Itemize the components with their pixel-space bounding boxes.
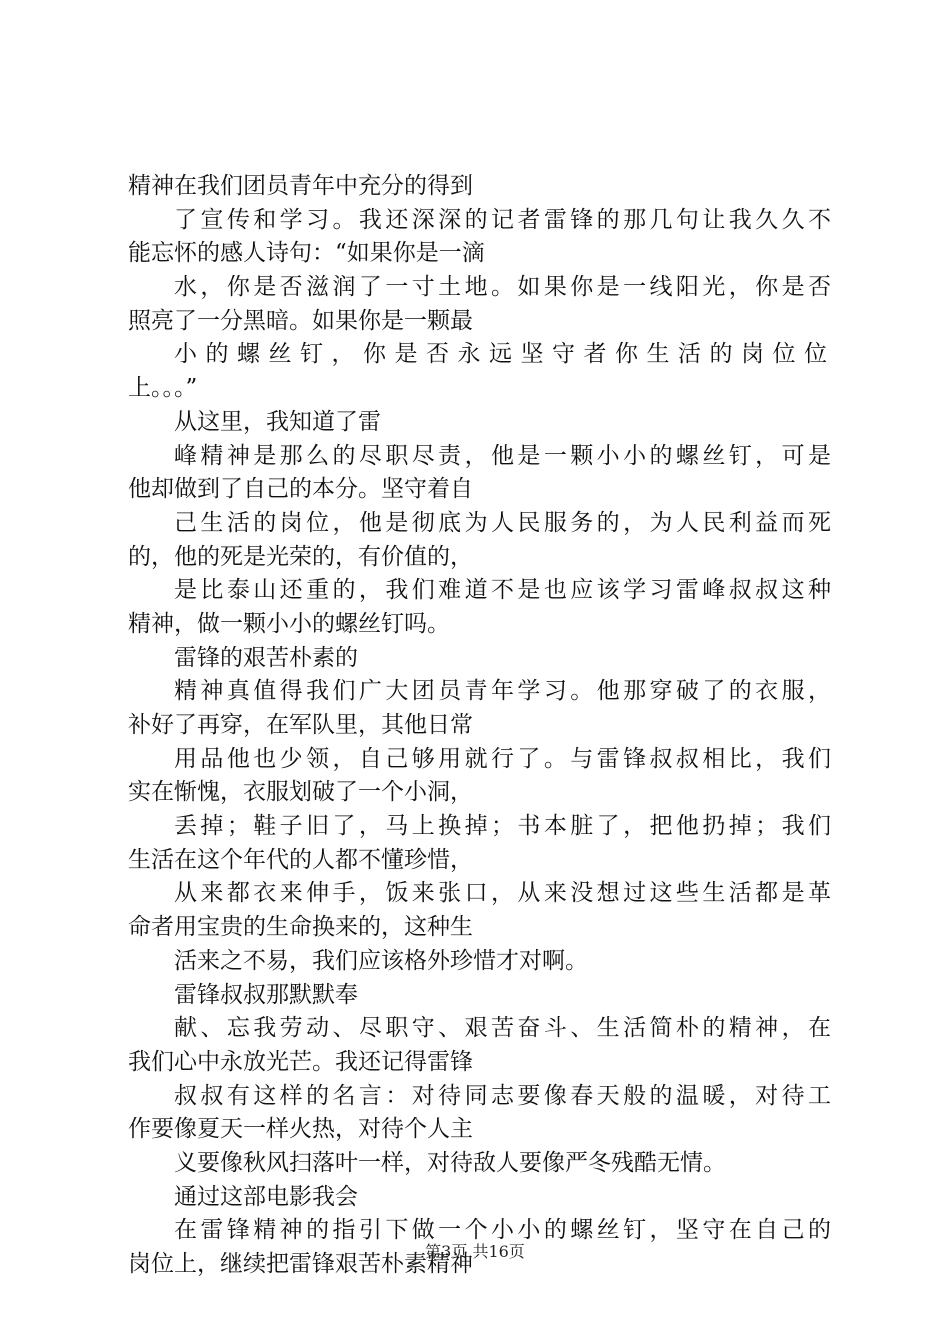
text-line: 水，你是否滋润了一寸土地。如果你是一线阳光，你是否 [174,274,831,301]
page-number: 第3页 共16页 [425,1242,525,1261]
text-line: 他却做到了自己的本分。坚守着自 [128,476,473,503]
text-line: 岗位上，继续把雷锋艰苦朴素精神 [128,1251,473,1277]
text-line: 精神，做一颗小小的螺丝钉吗。 [128,610,450,637]
text-line: 雷锋的艰苦朴素的 [174,644,358,671]
text-line: 是比泰山还重的，我们难道不是也应该学习雷峰叔叔这种 [174,577,831,604]
text-line: 了宣传和学习。我还深深的记者雷锋的那几句让我久久不 [174,206,831,233]
text-line: 命者用宝贵的生命换来的，这种生 [128,914,473,941]
text-line: 叔叔有这样的名言：对待同志要像春天般的温暖，对待工 [174,1082,831,1109]
text-line: 从这里，我知道了雷 [174,408,381,435]
document-body [128,170,831,1282]
text-line: 义要像秋风扫落叶一样，对待敌人要像严冬残酷无情。 [174,1149,726,1176]
text-line: 上。。。” [128,375,198,402]
text-line: 小的螺丝钉，你是否永远坚守者你生活的岗位位 [174,341,831,368]
text-line: 精神真值得我们广大团员青年学习。他那穿破了的衣服， [174,678,831,705]
text-line: 生活在这个年代的人都不懂珍惜， [128,846,473,873]
text-line: 实在惭愧，衣服划破了一个小洞， [128,779,473,806]
text-line: 照亮了一分黑暗。如果你是一颗最 [128,307,473,334]
text-line: 雷锋叔叔那默默奉 [174,981,358,1008]
text-line: 峰精神是那么的尽职尽责，他是一颗小小的螺丝钉，可是 [174,442,831,469]
text-line: 通过这部电影我会 [174,1183,358,1210]
text-line: 己生活的岗位，他是彻底为人民服务的，为人民利益而死 [174,509,831,536]
text-line: 丢掉；鞋子旧了，马上换掉；书本脏了，把他扔掉；我们 [174,813,831,840]
text-line: 用品他也少领，自己够用就行了。与雷锋叔叔相比，我们 [174,745,831,772]
text-line: 作要像夏天一样火热，对待个人主 [128,1116,473,1143]
text-line: 能忘怀的感人诗句：“如果你是一滴 [128,240,485,267]
text-line: 从来都衣来伸手，饭来张口，从来没想过这些生活都是革 [174,880,831,907]
text-line: 活来之不易，我们应该格外珍惜才对啊。 [174,947,588,974]
text-line: 献、忘我劳动、尽职守、艰苦奋斗、生活简朴的精神，在 [174,1015,831,1042]
text-line: 我们心中永放光芒。我还记得雷锋 [128,1048,473,1075]
text-line: 精神在我们团员青年中充分的得到 [128,173,473,199]
text-line: 补好了再穿，在军队里，其他日常 [128,712,473,738]
text-line: 的，他的死是光荣的，有价值的， [128,543,473,570]
text-line: 在雷锋精神的指引下做一个小小的螺丝钉，坚守在自己的 [174,1217,831,1244]
